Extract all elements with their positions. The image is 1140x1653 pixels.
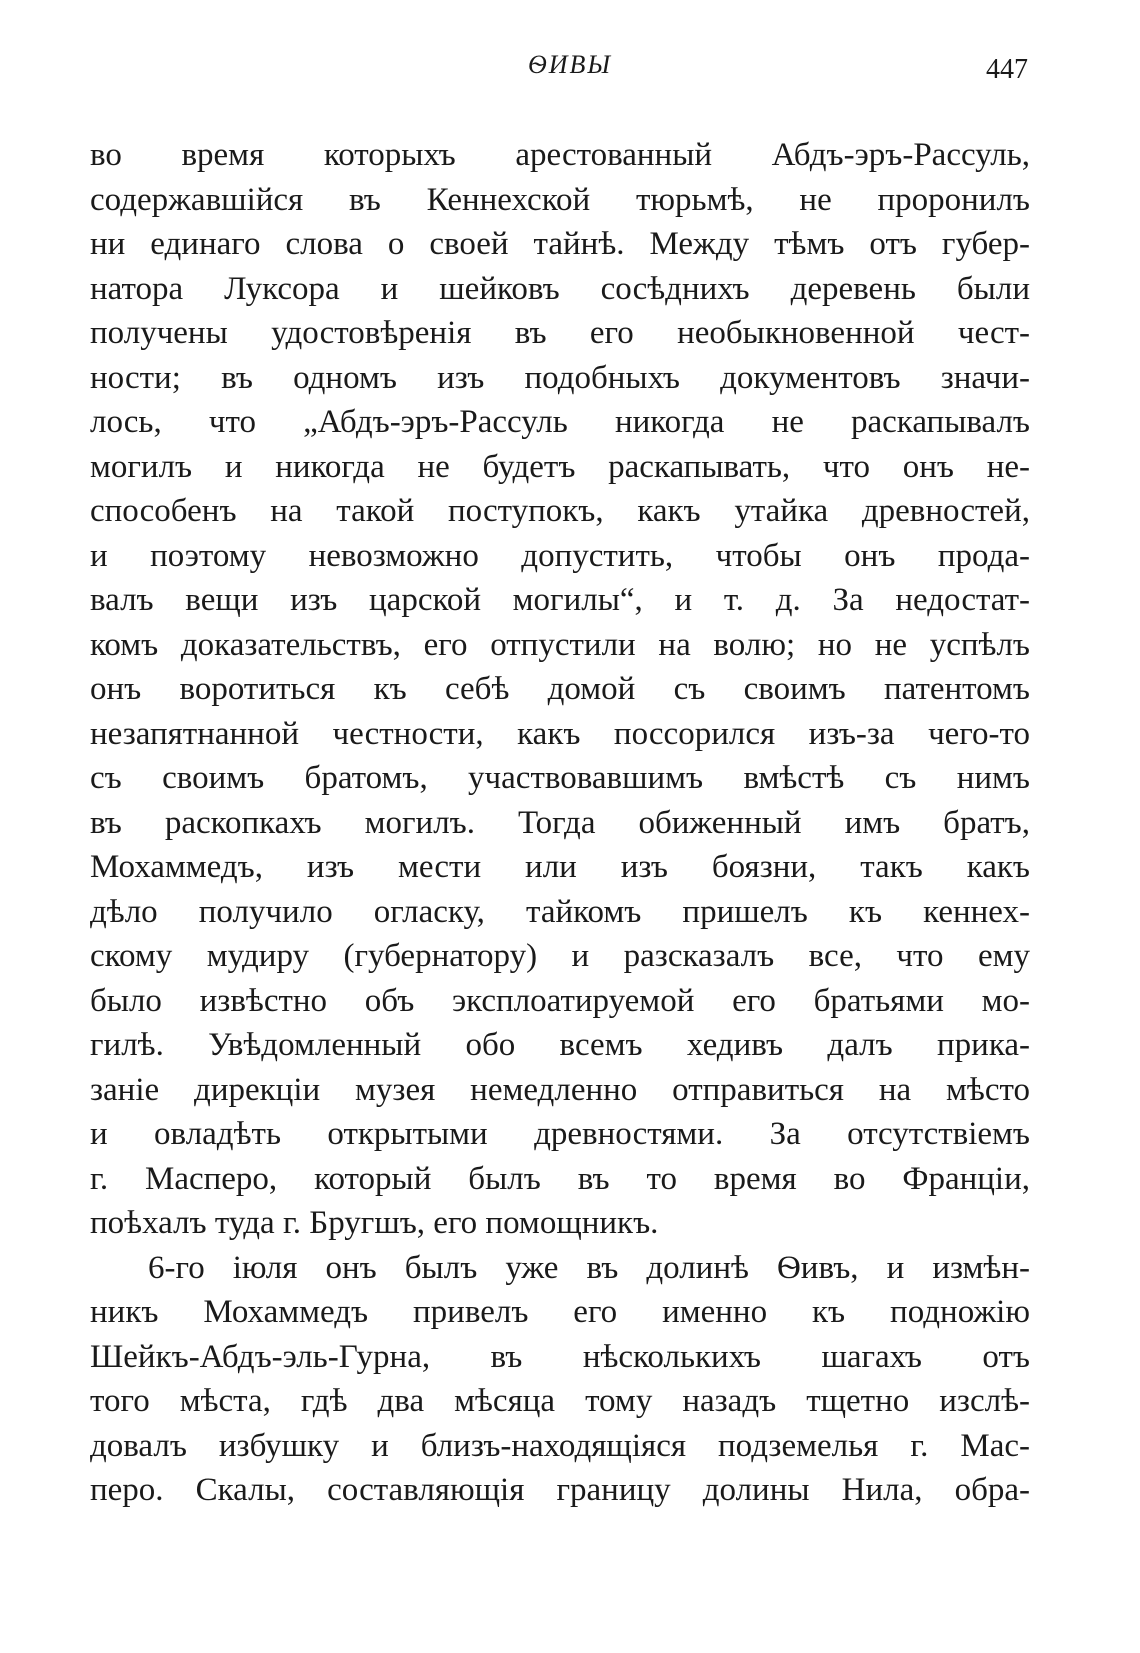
text-line: ни единаго слова о своей тайнѣ. Между тѣмъ отъ губер- [90,226,1030,262]
text-line: Шейкъ-Абдъ-эль-Гурна, въ нѣсколькихъ шагахъ отъ [90,1338,1030,1375]
text-line: перо. Скалы, составляющія границу долины Нила, обра- [90,1472,1030,1508]
text-line: комъ доказательствъ, его отпустили на волю; но не успѣлъ [90,626,1030,663]
text-line: получены удостовѣренія въ его необыкновенной чест- [90,315,1030,351]
text-line: во время которыхъ арестованный Абдъ-эръ-Рассуль, [90,137,1030,173]
text-line: г. Масперо, который былъ въ то время во Франціи, [90,1160,1030,1197]
running-head [0,50,1140,90]
text-line: способенъ на такой поступокъ, какъ утайка древностей, [90,493,1030,529]
text-line: того мѣста, гдѣ два мѣсяца тому назадъ тщетно изслѣ- [90,1383,1030,1419]
text-line: содержавшійся въ Кеннехской тюрьмѣ, не проронилъ [90,181,1030,218]
text-line: лось, что „Абдъ-эръ-Рассуль никогда не раскапывалъ [90,404,1030,440]
text-line: было извѣстно объ эксплоатируемой его братьями мо- [90,982,1030,1019]
text-line: Мохаммедъ, изъ мести или изъ боязни, такъ какъ [90,849,1030,885]
paragraph-end-line: поѣхалъ туда г. Бругшъ, его помощникъ. [90,1205,659,1241]
page-number: 447 [986,54,1028,85]
text-line: съ своимъ братомъ, участвовавшимъ вмѣстѣ съ нимъ [90,760,1030,796]
paragraph-start-line: 6-го іюля онъ былъ уже въ долинѣ Ѳивъ, и измѣн- [148,1249,1030,1286]
text-line: довалъ избушку и близъ-находящіяся подземелья г. Мас- [90,1427,1030,1464]
text-line: онъ воротиться къ себѣ домой съ своимъ патентомъ [90,671,1030,707]
text-line: въ раскопкахъ могилъ. Тогда обиженный имъ братъ, [90,804,1030,841]
text-line: никъ Мохаммедъ привелъ его именно къ подножію [90,1294,1030,1330]
text-line: гилѣ. Увѣдомленный обо всемъ хедивъ далъ прика- [90,1027,1030,1063]
text-line: скому мудиру (губернатору) и разсказалъ все, что ему [90,938,1030,974]
text-line: дѣло получило огласку, тайкомъ пришелъ къ кеннех- [90,893,1030,930]
text-line: могилъ и никогда не будетъ раскапывать, что онъ не- [90,448,1030,485]
body-text [90,133,1030,1513]
text-line: ности; въ одномъ изъ подобныхъ документовъ значи- [90,359,1030,396]
text-line: незапятнанной честности, какъ поссорился изъ-за чего-то [90,715,1030,752]
running-title: ѲИВЫ [527,50,613,79]
text-line: валъ вещи изъ царской могилы“, и т. д. За недостат- [90,582,1030,618]
text-line: натора Луксора и шейковъ сосѣднихъ деревень были [90,270,1030,307]
text-line: заніе дирекціи музея немедленно отправиться на мѣсто [90,1071,1030,1108]
text-line: и овладѣть открытыми древностями. За отсутствіемъ [90,1116,1030,1152]
text-line: и поэтому невозможно допустить, чтобы онъ прода- [90,537,1030,574]
